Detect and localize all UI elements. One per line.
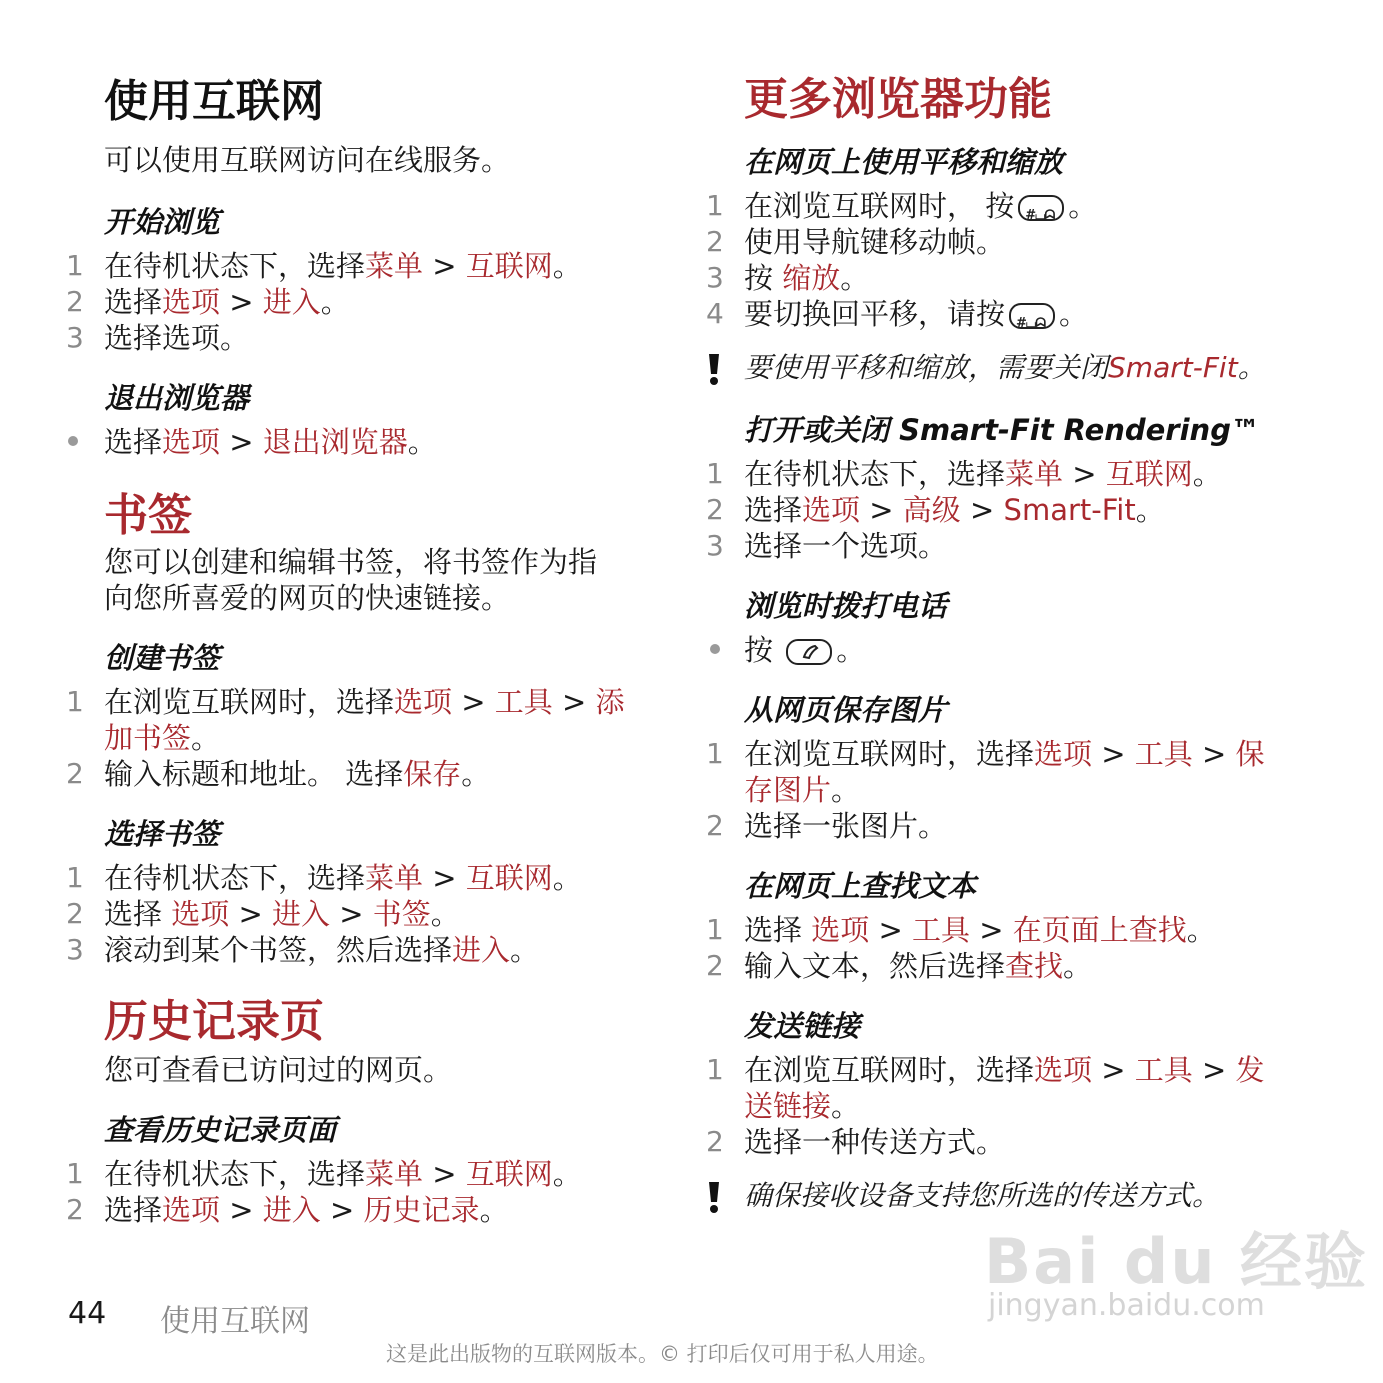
tools-link[interactable]: 工具	[494, 685, 553, 719]
step-text	[744, 736, 1265, 772]
page-title: 使用互联网	[104, 76, 324, 127]
punct: 。	[1237, 351, 1266, 384]
step-number: 1	[706, 737, 724, 770]
intro-text: 可以使用互联网访问在线服务。	[104, 143, 511, 177]
send-link-heading: 发送链接	[744, 1009, 861, 1043]
step-text	[104, 284, 350, 320]
options-link[interactable]: 选项	[394, 685, 453, 719]
history-intro: 您可查看已访问过的网页。	[104, 1053, 453, 1087]
tools-link[interactable]: 工具	[1134, 1053, 1193, 1087]
note-text: 确保接收设备支持您所选的传送方式。	[744, 1179, 1221, 1212]
punct: 。	[1186, 913, 1216, 947]
bullet-dot	[68, 436, 78, 446]
step-text	[744, 296, 1088, 332]
options-link[interactable]: 选项	[1034, 1053, 1093, 1087]
step-number: 2	[66, 1193, 84, 1226]
step-text	[104, 896, 460, 932]
exclamation-icon	[706, 352, 722, 386]
step-label: 选择	[104, 285, 163, 319]
menu-link[interactable]: 菜单	[1005, 457, 1064, 491]
enter-link[interactable]: 进入	[452, 933, 511, 967]
phone-handset-icon	[788, 641, 830, 663]
separator: >	[220, 425, 263, 459]
separator: >	[1063, 457, 1106, 491]
add-bookmark-link[interactable]: 加书签	[104, 721, 192, 755]
watermark-brand: Bai du 经验	[984, 1225, 1369, 1298]
separator: >	[1092, 1053, 1135, 1087]
punct: 。	[479, 1193, 509, 1227]
punct: 。	[407, 425, 437, 459]
options-link[interactable]: 选项	[162, 285, 221, 319]
step-label: 在待机状态下，选择	[104, 861, 366, 895]
menu-link[interactable]: 菜单	[365, 1157, 424, 1191]
step-label: 在待机状态下，选择	[104, 249, 366, 283]
bookmarks-title: 书签	[104, 490, 192, 541]
key-glyph: #⌴ᗣ	[1016, 316, 1046, 331]
step-number: 2	[66, 897, 84, 930]
hash-key-icon	[1009, 303, 1055, 329]
step-number: 2	[66, 285, 84, 318]
find-on-page-link[interactable]: 在页面上查找	[1012, 913, 1187, 947]
step-label: 选择	[744, 493, 803, 527]
step-label: 在待机状态下，选择	[744, 457, 1006, 491]
step-label: 在浏览互联网时， 按	[744, 189, 1015, 223]
tools-link[interactable]: 工具	[911, 913, 970, 947]
step-text: 选择一个选项。	[744, 529, 948, 563]
separator: >	[320, 1193, 364, 1227]
step-text-continued	[104, 720, 220, 756]
step-label: 在待机状态下，选择	[104, 1157, 366, 1191]
bullet-text	[104, 424, 437, 460]
punct: 。	[1135, 493, 1165, 527]
enter-link[interactable]: 进入	[262, 1193, 321, 1227]
punct: 。	[320, 285, 350, 319]
exit-browser-link[interactable]: 退出浏览器	[262, 425, 408, 459]
step-label: 在浏览互联网时，选择	[104, 685, 395, 719]
separator: >	[220, 1193, 263, 1227]
separator: >	[970, 913, 1013, 947]
step-text	[744, 492, 1165, 528]
smart-fit-link[interactable]: Smart-Fit	[1108, 351, 1238, 384]
punct: 。	[1192, 457, 1222, 491]
step-text	[104, 756, 490, 792]
enter-link[interactable]: 进入	[271, 897, 330, 931]
step-number: 3	[66, 933, 84, 966]
step-number: 1	[706, 1053, 724, 1086]
step-number: 2	[706, 1125, 724, 1158]
punct: 。	[191, 721, 221, 755]
enter-link[interactable]: 进入	[262, 285, 321, 319]
save-picture-link[interactable]: 存图片	[744, 773, 832, 807]
punct: 。	[840, 261, 870, 295]
step-number: 3	[706, 529, 724, 562]
zoom-link[interactable]: 缩放	[782, 261, 841, 295]
select-bookmark-heading: 选择书签	[104, 817, 221, 851]
step-text: 使用导航键移动帧。	[744, 225, 1006, 259]
exit-browser-heading: 退出浏览器	[104, 381, 250, 415]
separator: >	[423, 861, 466, 895]
options-link[interactable]: 选项	[162, 425, 221, 459]
step-number: 2	[706, 493, 724, 526]
step-label: 滚动到某个书签，然后选择	[104, 933, 453, 967]
save-link[interactable]: 保存	[403, 757, 462, 791]
punct: 。	[430, 897, 460, 931]
punct: 。	[836, 633, 866, 667]
step-text	[744, 260, 869, 296]
options-link[interactable]: 选项	[802, 493, 861, 527]
step-number: 2	[66, 757, 84, 790]
separator: >	[1192, 737, 1236, 771]
step-text	[104, 684, 625, 720]
exclamation-icon	[706, 1180, 722, 1214]
send-link-link[interactable]: 送链接	[744, 1089, 832, 1123]
key-glyph: #⌴ᗣ	[1025, 208, 1055, 223]
advanced-link[interactable]: 高级	[902, 493, 961, 527]
separator: >	[423, 249, 466, 283]
punct: 。	[1059, 297, 1089, 331]
pan-zoom-heading: 在网页上使用平移和缩放	[744, 145, 1064, 179]
copyright-notice: 这是此出版物的互联网版本。© 打印后仅可用于私人用途。	[386, 1342, 939, 1366]
separator: >	[452, 685, 495, 719]
step-text	[104, 932, 539, 968]
smart-fit-heading: 打开或关闭 Smart-Fit Rendering™	[744, 413, 1260, 447]
step-number: 1	[66, 685, 84, 718]
separator: >	[1092, 737, 1135, 771]
step-label: 在浏览互联网时，选择	[744, 737, 1035, 771]
step-number: 1	[706, 189, 724, 222]
punct: 。	[552, 861, 582, 895]
separator: >	[330, 897, 373, 931]
history-link[interactable]: 历史记录	[363, 1193, 480, 1227]
options-link[interactable]: 选项	[162, 1193, 221, 1227]
internet-link[interactable]: 互联网	[465, 1157, 553, 1191]
step-text-continued	[744, 772, 860, 808]
tools-link[interactable]: 工具	[1134, 737, 1193, 771]
step-label: 选择	[104, 1193, 163, 1227]
menu-link[interactable]: 菜单	[365, 861, 424, 895]
separator: >	[1192, 1053, 1236, 1087]
options-link[interactable]: 选项	[811, 913, 870, 947]
call-heading: 浏览时拨打电话	[744, 589, 948, 623]
save-picture-link[interactable]: 保	[1235, 737, 1265, 771]
separator: >	[860, 493, 903, 527]
step-number: 2	[706, 809, 724, 842]
save-picture-heading: 从网页保存图片	[744, 693, 948, 727]
note-label: 要使用平移和缩放，需要关闭	[744, 351, 1109, 384]
start-browsing-heading: 开始浏览	[104, 205, 221, 239]
bullet-text	[744, 632, 865, 668]
punct: 。	[552, 249, 582, 283]
punct: 。	[831, 1089, 861, 1123]
hash-key-icon	[1018, 195, 1064, 221]
internet-link[interactable]: 互联网	[465, 249, 553, 283]
internet-link[interactable]: 互联网	[1105, 457, 1193, 491]
step-number: 3	[66, 321, 84, 354]
punct: 。	[510, 933, 540, 967]
step-text	[104, 860, 582, 896]
step-text	[744, 948, 1092, 984]
watermark-url: jingyan.baidu.com	[988, 1288, 1265, 1323]
step-number: 4	[706, 297, 724, 330]
step-number: 1	[66, 861, 84, 894]
step-label: 选择	[104, 897, 172, 931]
step-label: 要切换回平移，请按	[744, 297, 1006, 331]
step-text	[104, 248, 582, 284]
create-bookmark-heading: 创建书签	[104, 641, 221, 675]
send-link-link[interactable]: 发	[1235, 1053, 1265, 1087]
step-text: 选择选项。	[104, 321, 250, 355]
step-number: 1	[66, 1157, 84, 1190]
bookmarks-link[interactable]: 书签	[372, 897, 431, 931]
step-label: 选择	[104, 425, 163, 459]
step-number: 1	[706, 457, 724, 490]
step-number: 1	[66, 249, 84, 282]
step-text	[744, 188, 1097, 224]
step-text: 选择一种传送方式。	[744, 1125, 1006, 1159]
step-label: 在浏览互联网时，选择	[744, 1053, 1035, 1087]
step-text	[744, 1052, 1265, 1088]
history-title: 历史记录页	[104, 996, 324, 1047]
options-link[interactable]: 选项	[1034, 737, 1093, 771]
step-number: 2	[706, 949, 724, 982]
step-label: 输入文本，然后选择	[744, 949, 1006, 983]
view-history-heading: 查看历史记录页面	[104, 1113, 337, 1147]
step-text	[744, 912, 1216, 948]
step-number: 2	[706, 225, 724, 258]
separator: >	[220, 285, 263, 319]
step-label: 按	[744, 261, 783, 295]
separator: >	[869, 913, 912, 947]
separator: >	[552, 685, 596, 719]
step-text-continued	[744, 1088, 860, 1124]
note-text	[744, 350, 1266, 386]
step-text	[104, 1156, 582, 1192]
separator: >	[960, 493, 1004, 527]
step-label: 选择	[744, 913, 812, 947]
call-key-icon	[786, 639, 832, 665]
bookmarks-intro-line2: 向您所喜爱的网页的快速链接。	[104, 581, 511, 615]
internet-link[interactable]: 互联网	[465, 861, 553, 895]
smart-fit-link[interactable]: Smart-Fit	[1003, 493, 1136, 527]
add-bookmark-link[interactable]: 添	[595, 685, 625, 719]
punct: 。	[552, 1157, 582, 1191]
footer-section-title: 使用互联网	[160, 1304, 310, 1339]
punct: 。	[461, 757, 491, 791]
separator: >	[229, 897, 272, 931]
find-text-heading: 在网页上查找文本	[744, 869, 977, 903]
step-text	[744, 456, 1222, 492]
bookmarks-intro-line1: 您可以创建和编辑书签，将书签作为指	[104, 545, 598, 579]
page-number: 44	[68, 1296, 107, 1331]
step-number: 3	[706, 261, 724, 294]
step-text: 选择一张图片。	[744, 809, 948, 843]
punct: 。	[1068, 189, 1098, 223]
find-link[interactable]: 查找	[1005, 949, 1064, 983]
options-link[interactable]: 选项	[171, 897, 230, 931]
separator: >	[423, 1157, 466, 1191]
menu-link[interactable]: 菜单	[365, 249, 424, 283]
step-label: 按	[744, 633, 774, 667]
punct: 。	[1063, 949, 1093, 983]
step-text	[104, 1192, 509, 1228]
step-label: 输入标题和地址。 选择	[104, 757, 404, 791]
punct: 。	[831, 773, 861, 807]
bullet-dot	[710, 644, 720, 654]
step-number: 1	[706, 913, 724, 946]
more-browser-features-title: 更多浏览器功能	[744, 74, 1052, 125]
